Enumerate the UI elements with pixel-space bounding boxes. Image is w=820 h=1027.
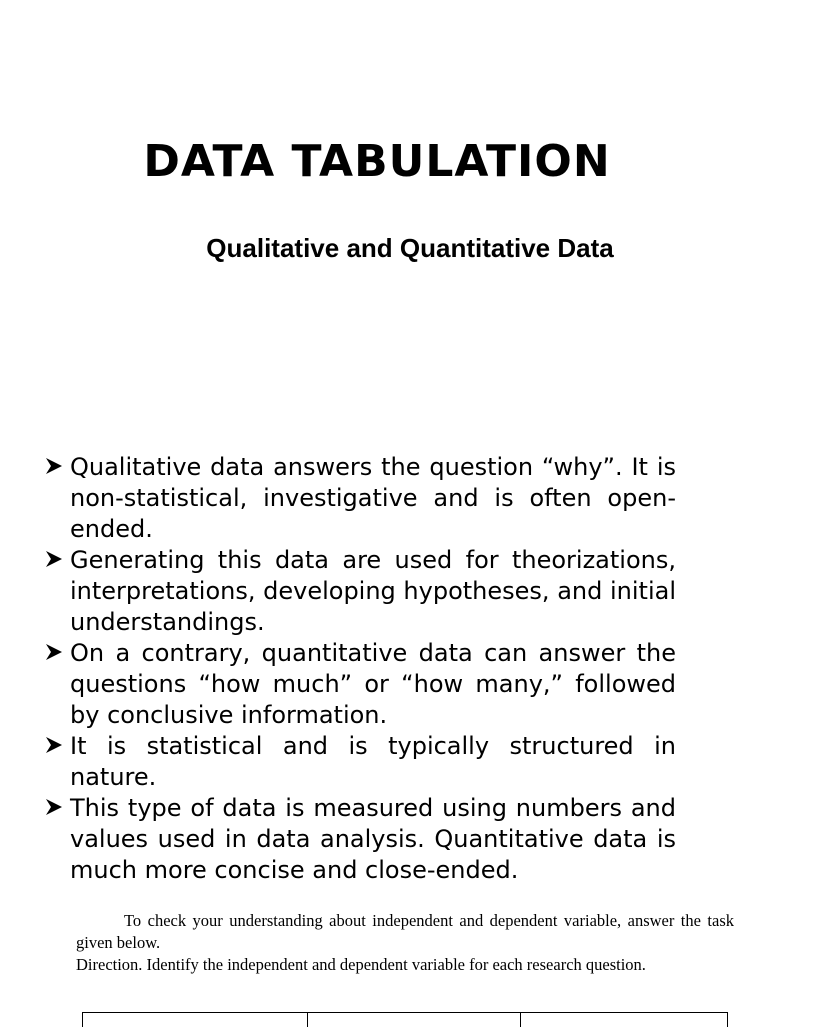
- bullet-text: This type of data is measured using numbers and values used in data analysis. Quantitative data is much more concise and close-ended.: [70, 794, 676, 884]
- arrowhead-bullet-icon: [44, 549, 64, 569]
- list-item: [44, 452, 676, 545]
- page-subtitle: Qualitative and Quantitative Data: [206, 233, 614, 263]
- list-item: [44, 731, 676, 793]
- task-intro: To check your understanding about independent and dependent variable, answer the task given below.: [76, 911, 734, 952]
- page-title: DATA TABULATION: [143, 136, 611, 187]
- arrowhead-bullet-icon: [44, 642, 64, 662]
- bullet-text: Generating this data are used for theorizations, interpretations, developing hypotheses, and initial understandings.: [70, 546, 676, 636]
- arrowhead-bullet-icon: [44, 797, 64, 817]
- task-instructions: [76, 910, 734, 976]
- table-column-divider: [520, 1013, 521, 1027]
- answer-table: [82, 1012, 728, 1027]
- table-column-divider: [307, 1013, 308, 1027]
- bullet-text: It is statistical and is typically structured in nature.: [70, 732, 676, 791]
- bullet-text: On a contrary, quantitative data can answer the questions “how much” or “how many,” followed by conclusive information.: [70, 639, 676, 729]
- list-item: [44, 638, 676, 731]
- task-direction: Direction. Identify the independent and dependent variable for each research question.: [76, 955, 646, 974]
- list-item: [44, 793, 676, 886]
- bullet-text: Qualitative data answers the question “why”. It is non-statistical, investigative and is often open-ended.: [70, 453, 676, 543]
- bullet-list: [44, 452, 676, 884]
- arrowhead-bullet-icon: [44, 735, 64, 755]
- list-item: [44, 545, 676, 638]
- arrowhead-bullet-icon: [44, 456, 64, 476]
